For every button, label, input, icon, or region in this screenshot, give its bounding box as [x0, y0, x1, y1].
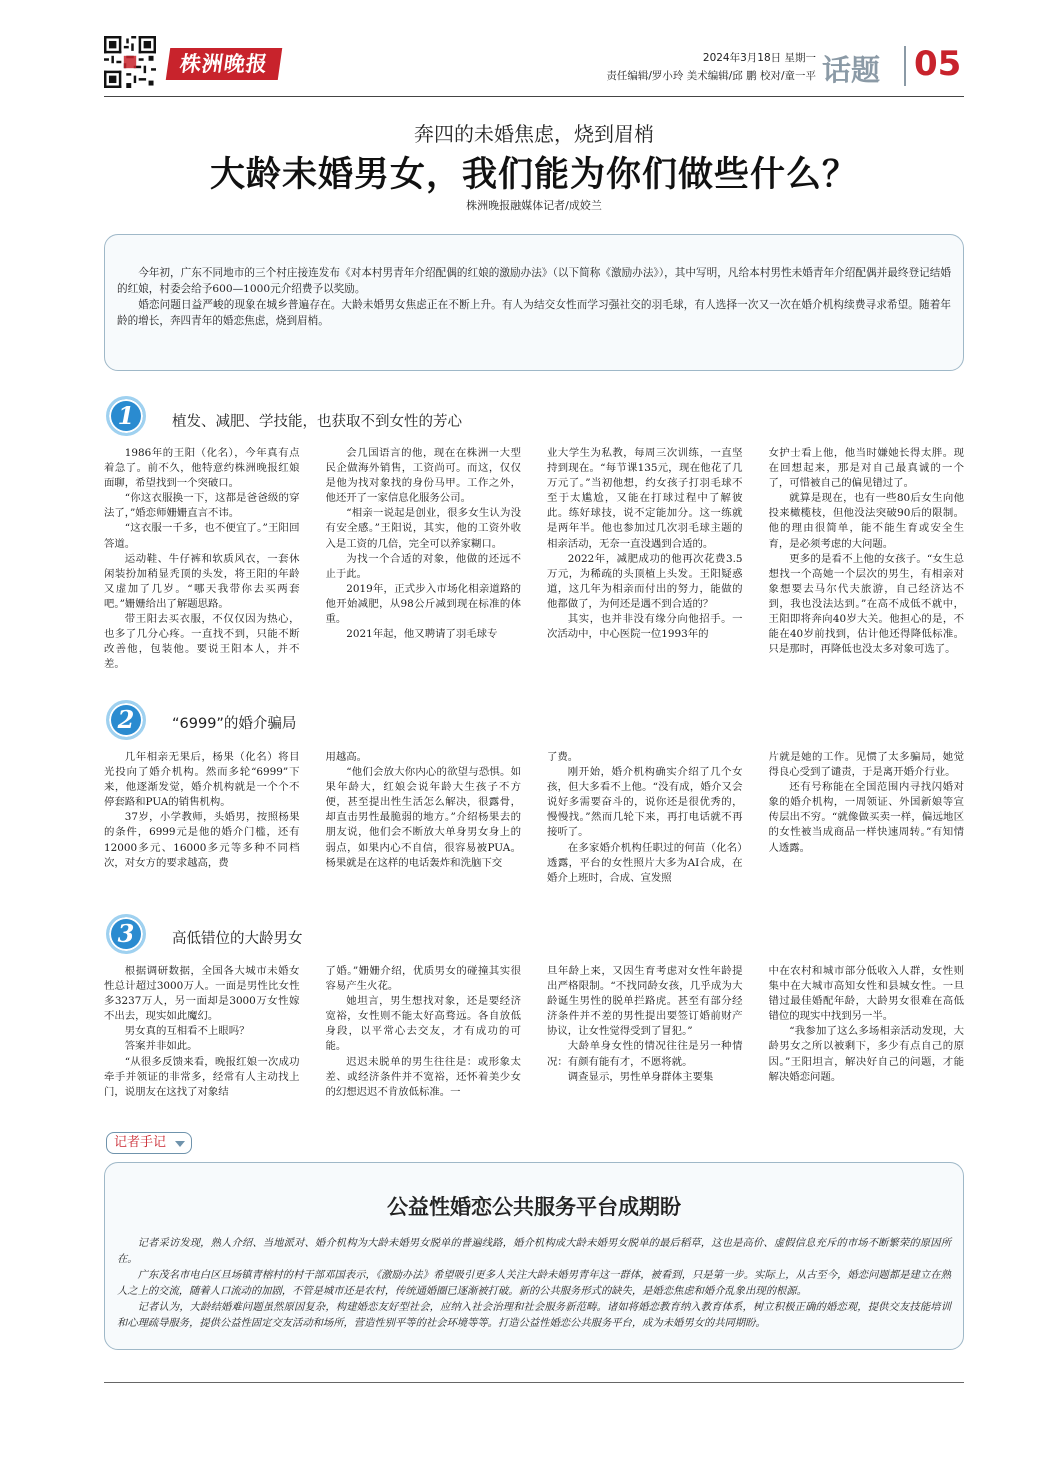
paragraph: 答案并非如此。: [124, 1040, 198, 1053]
notes-paragraph: 记者认为，大龄结婚难问题虽然原因复杂，构建婚恋友好型社会，应纳入社会治理和社会服务新范畴。诸如将婚恋教育纳入教育体系，树立积极正确的婚恋观，提供交友技能培训和心理疏导服务，提供公益性固定交友活动和场所，营造性别平等的社会环境等等。打造公益性婚恋公共服务平台，成为未婚男女的共同期盼。: [117, 1301, 951, 1329]
header-rule: [104, 96, 964, 97]
issue-date: 2024年3月18日 星期一: [702, 52, 816, 64]
paragraph: 大龄单身女性的情况往往是另一种情况：有颜有能有才，不愿将就。: [547, 1040, 743, 1068]
paragraph: 中在农村和城市部分低收入人群，女性则集中在大城市高知女性和县城女性。一旦错过最佳婚配年龄，大龄男女很难在高低错位的现实中找到另一半。: [768, 965, 964, 1023]
paragraph: 还有号称能在全国范围内寻找闪婚对象的婚介机构，一周领证、外国新娘等宣传层出不穷。“就像做买卖一样，偏远地区的女性被当成商品一样快速周转。”有知情人透露。: [768, 781, 964, 854]
paragraph: 为找一个合适的对象，他做的还远不止于此。: [325, 552, 521, 580]
text-column: [104, 964, 300, 1112]
paragraph: 更多的是看不上他的女孩子。“女生总想找一个高她一个层次的男生，有相亲对象想要去马尔代夫旅游，自己经济达不到，我也没法达到。”在高不成低不就中，王阳即将奔向40岁大关。他担心的是，不能在40岁前找到，估计他还得降低标准。只是那时，再降低也没太多对象可选了。: [768, 552, 964, 656]
paragraph: 片就是她的工作。见惯了太多骗局，她觉得良心受到了谴责，于是离开婚介行业。: [768, 751, 964, 779]
text-column: [104, 750, 300, 904]
section-title: 植发、减肥、学技能，也获取不到女性的芳心: [172, 414, 462, 430]
paragraph: “从很多反馈来看，晚报红娘一次成功牵手并领证的非常多，经常有人主动找上门，说朋友在这找了对象结: [104, 1055, 300, 1098]
section-body: [104, 964, 964, 1112]
paragraph: 带王阳去买衣服，不仅仅因为热心，也多了几分心疼。一直找不到，只能不断改善他，包装他。要说王阳本人，并不差。: [104, 613, 300, 671]
paragraph: 迟迟未脱单的男生往往是：或形象太差、或经济条件并不宽裕，还怀着美少女的幻想迟迟不肯放低标准。一: [325, 1055, 521, 1098]
paragraph: 用越高。: [325, 751, 368, 763]
paragraph: 其实，也并非没有缘分向他招手。一次活动中，中心医院一位1993年的: [547, 613, 743, 641]
paragraph: 旦年龄上来，又因生育考虑对女性年龄提出严格限制。“不找同龄女孩，几乎成为大龄诞生男性的脱单拦路虎。甚至有部分经济条件并不差的男性提出要签订婚前财产协议，让女性觉得受到了冒犯。”: [547, 965, 743, 1038]
article-subtitle: 奔四的未婚焦虑，烧到眉梢: [414, 122, 654, 146]
notes-paragraph: 记者采访发现，熟人介绍、当地派对、婚介机构为大龄未婚男女脱单的普遍线路，婚介机构成大龄未婚男女脱单的最后稻草，这也是高价、虚假信息充斥的市场不断繁荣的原因所在。: [117, 1237, 951, 1265]
section-number-badge: 3: [106, 914, 146, 954]
qr-code: [104, 36, 156, 88]
reporter-notes-box: [104, 1162, 964, 1350]
text-column: [769, 446, 965, 708]
notes-title: 公益性婚恋公共服务平台成期盼: [387, 1195, 681, 1219]
notes-paragraph: 广东茂名市电白区旦场镇青榕村的村干部邓国表示，《激励办法》希望吸引更多人关注大龄未婚男青年这一群体，被看到，只是第一步。实际上，从古至今，婚恋问题都是建立在熟人之上的交流，随着人口流动的加剧，不管是城市还是农村，传统通婚圈已逐渐被打破。新的公共服务形式的缺失，是婚恋焦虑和婚介乱象出现的根源。: [117, 1269, 951, 1297]
intro-paragraph: 婚恋问题日益严峻的现象在城乡普遍存在。大龄未婚男女焦虑正在不断上升。有人为结交女性而学习强社交的羽毛球，有人选择一次又一次在婚介机构续费寻求希望。随着年龄的增长，奔四青年的婚恋焦虑，烧到眉梢。: [117, 299, 951, 327]
text-column: [547, 446, 743, 708]
text-column: [104, 446, 300, 708]
section-body: [104, 446, 964, 708]
paragraph: “这衣服一千多，也不便宜了。”王阳回答道。: [104, 522, 300, 550]
paragraph: “相亲一说起是创业，很多女生认为没有安全感。”王阳说，其实，他的工资外收入是工资的几倍，完全可以养家糊口。: [325, 507, 521, 550]
paragraph: 就算是现在，也有一些80后女生向他投来橄榄枝，但他没法突破90后的限制。他的理由很简单，能不能生育或安全生育，是必须考虑的大问题。: [768, 492, 964, 550]
editor-credits: 责任编辑/罗小玲 美术编辑/邱 鹏 校对/童一平: [606, 70, 816, 82]
section-number-badge: 1: [106, 396, 146, 436]
paragraph: 在多家婚介机构任职过的何苗（化名）透露，平台的女性照片大多为AI合成，在婚介上班时，合成、宣发照: [547, 841, 743, 884]
header-divider: [904, 46, 906, 86]
paragraph: 根据调研数据，全国各大城市未婚女性总计超过3000万人。一面是男性比女性多3237万人，另一面却是3000万女性嫁不出去，现实如此魔幻。: [104, 965, 300, 1023]
text-column: [769, 964, 965, 1112]
footer-rule: [104, 1382, 964, 1383]
article-headline: 大龄未婚男女，我们能为你们做些什么？: [209, 155, 858, 195]
section-title: 高低错位的大龄男女: [172, 931, 303, 947]
paragraph: 1986年的王阳（化名），今年真有点着急了。前不久，他特意约株洲晚报红娘面聊，希望找到一个突破口。: [104, 447, 300, 490]
text-column: [769, 750, 965, 904]
text-column: [326, 446, 522, 708]
text-column: [326, 964, 522, 1112]
reporter-notes-tag: [106, 1132, 192, 1154]
section-number-badge: 2: [106, 700, 146, 740]
newspaper-logo: 株洲晚报: [166, 48, 282, 80]
paragraph: 运动鞋、牛仔裤和软质风衣，一套休闲装扮加稍显秃顶的头发，将王阳的年龄又虚加了几岁。“哪天我带你去买两套吧。”姗姗给出了解题思路。: [104, 552, 300, 610]
paragraph: 37岁，小学教师，头婚男，按照杨果的条件，6999元是他的婚介门槛，还有12000多元、16000多元等多种不同档次，对女方的要求越高，费: [104, 811, 300, 869]
text-column: [326, 750, 522, 904]
section-title: “6999”的婚介骗局: [172, 716, 297, 732]
paragraph: 2022年，减肥成功的他再次花费3.5万元，为稀疏的头顶植上头发。王阳疑惑道，这几年为相亲而付出的努力，能做的他都做了，为何还是遇不到合适的？: [547, 552, 743, 610]
intro-paragraph: 今年初，广东不同地市的三个村庄接连发布《对本村男青年介绍配偶的红娘的激励办法》（以下简称《激励办法》），其中写明，凡给本村男性未婚青年介绍配偶并最终登记结婚的红娘，村委会给予600—1000元介绍费予以奖励。: [117, 267, 951, 295]
text-column: [547, 964, 743, 1112]
paragraph: 了婚。”姗姗介绍，优质男女的碰撞其实很容易产生火花。: [325, 965, 521, 993]
paragraph: 会几国语言的他，现在在株洲一大型民企做海外销售，工资尚可。而这，仅仅是他为找对象找的身份马甲。工作之外，他还开了一家信息化服务公司。: [325, 447, 521, 505]
paragraph: “他们会放大你内心的欲望与恐惧。如果年龄大，红娘会说年龄大生孩子不方便，甚至提出性生活怎么解决，很露骨，却直击男性最脆弱的地方。”介绍杨果去的朋友说，他们会不断放大单身男女身上的弱点，如果内心不自信，很容易被PUA。杨果就是在这样的电话轰炸和洗脑下交: [325, 766, 521, 869]
qr-code-icon: [104, 36, 156, 88]
paragraph: 几年相亲无果后，杨果（化名）将目光投向了婚介机构。然而多轮“6999”下来，他逐渐发觉，婚介机构就是一个个不停套路和PUA的销售机构。: [104, 751, 300, 809]
page-number: 05: [914, 44, 962, 84]
article-byline: 株洲晚报融媒体记者/成姣兰: [466, 199, 602, 212]
paragraph: 女护士看上他，他当时嫌她长得太胖。现在回想起来，那是对自己最真诚的一个了，可惜被自己的偏见错过了。: [768, 447, 964, 490]
paragraph: 2019年，正式步入市场化相亲道路的他开始减肥，从98公斤减到现在标准的体重。: [325, 582, 521, 626]
paragraph: 业大学生为私教，每周三次训练，一直坚持到现在。“每节课135元，现在他花了几万元了。”当初他想，约女孩子打羽毛球不至于太尴尬，又能在打球过程中了解彼此。练好球技，说不定能加分。这一练就是两年半。他也参加过几次羽毛球主题的相亲活动，无奈一直没遇到合适的。: [547, 447, 743, 550]
section-body: [104, 750, 964, 904]
chevron-down-icon: [175, 1141, 185, 1147]
paragraph: “你这衣服换一下，这都是爸爸级的穿法了，”婚恋师姗姗直言不讳。: [104, 492, 300, 520]
paragraph: 刚开始，婚介机构确实介绍了几个女孩，但大多看不上他。“没有成，婚介又会说好多需要奋斗的，说你还是很优秀的，慢慢找。”然而几轮下来，再打电话就不再接听了。: [547, 766, 743, 839]
paragraph: 她坦言，男生想找对象，还是要经济宽裕，女性则不能太好高骛远。各自放低身段，以平常心去交友，才有成功的可能。: [325, 995, 521, 1053]
paragraph: 男女真的互相看不上眼吗？: [124, 1025, 250, 1038]
reporter-notes-label: 记者手记: [114, 1135, 167, 1150]
paragraph: “我参加了这么多场相亲活动发现，大龄男女之所以被剩下，多少有点自己的原因。”王阳坦言，解决好自己的问题，才能解决婚恋问题。: [768, 1025, 964, 1083]
intro-box: [104, 234, 964, 371]
paragraph: 调查显示，男性单身群体主要集: [567, 1070, 714, 1083]
paragraph: 了费。: [547, 751, 579, 763]
section-name: 话题: [822, 53, 881, 87]
text-column: [547, 750, 743, 904]
paragraph: 2021年起，他又聘请了羽毛球专: [346, 628, 498, 641]
